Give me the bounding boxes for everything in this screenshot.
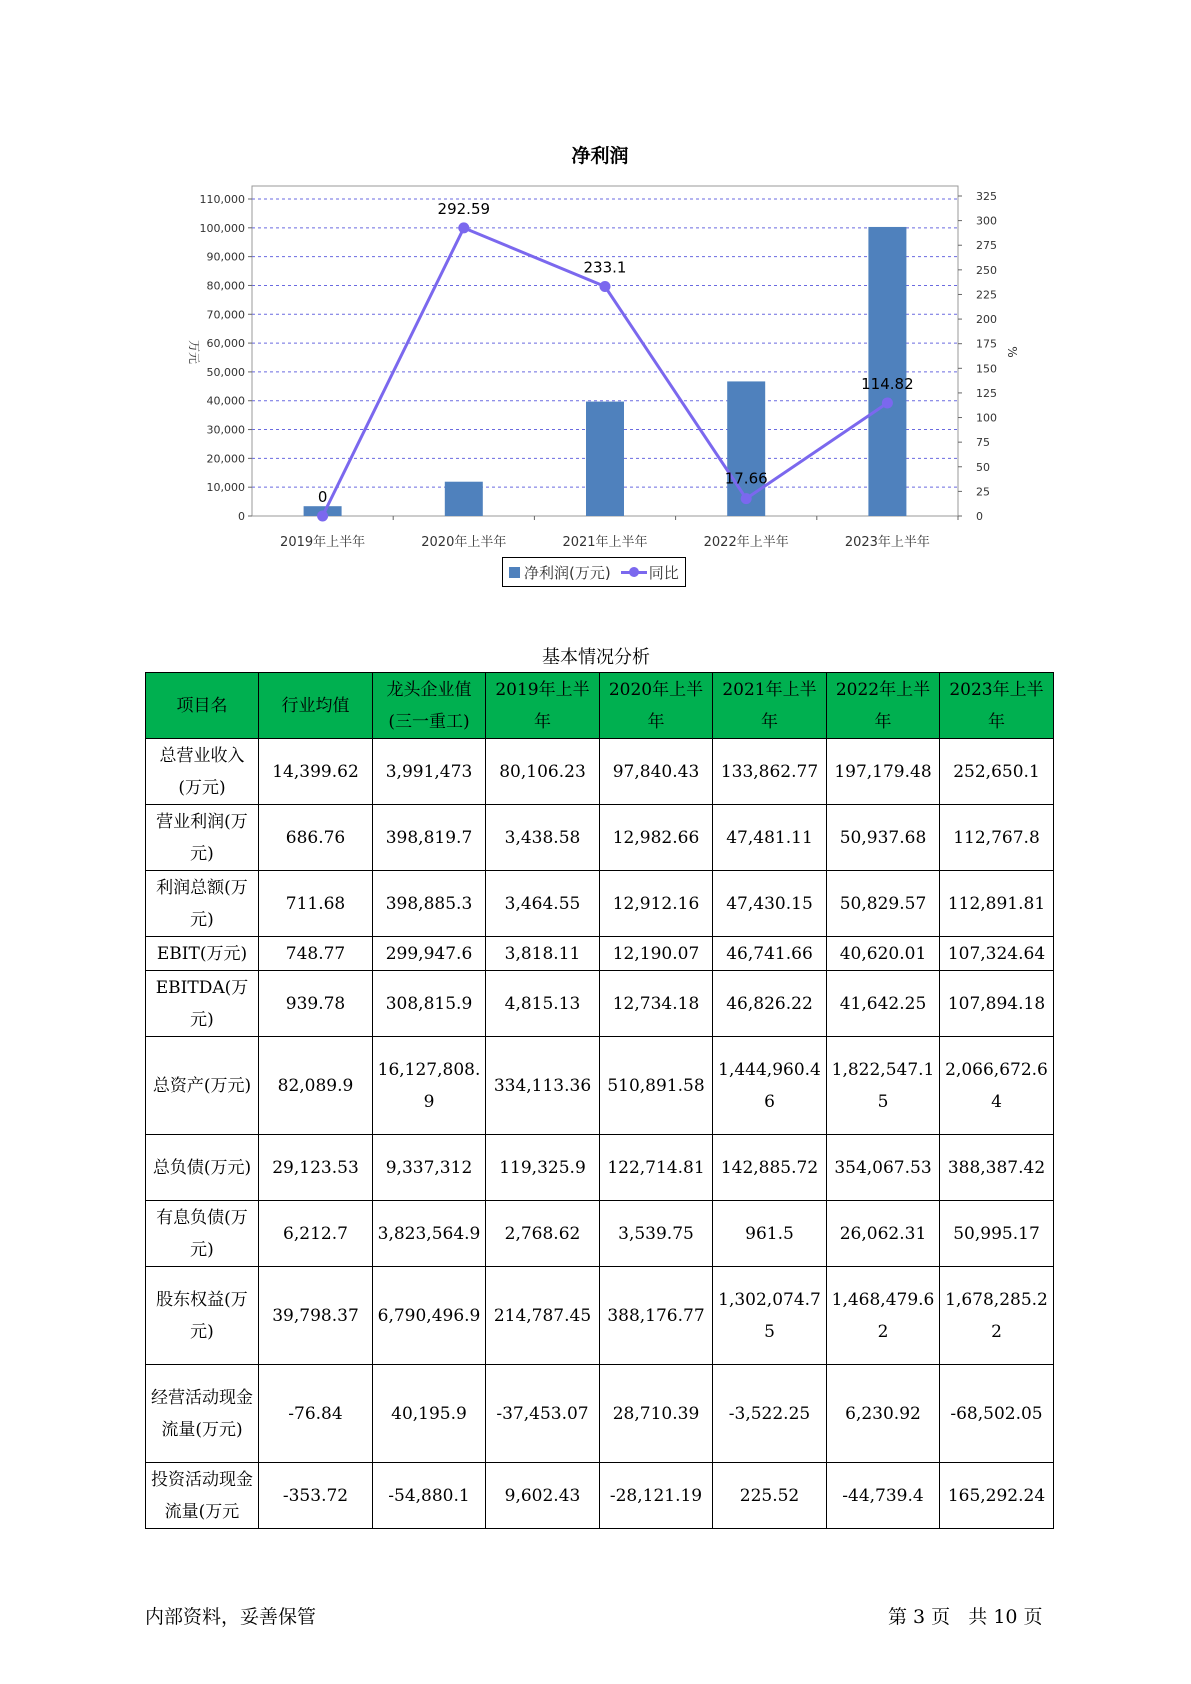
value-cell: 107,324.64 xyxy=(940,937,1054,971)
value-cell: 197,179.48 xyxy=(827,739,940,805)
value-cell: 80,106.23 xyxy=(486,739,600,805)
row-label-cell: 投资活动现金流量(万元 xyxy=(146,1463,259,1529)
table-header-cell: 2020年上半年 xyxy=(600,673,713,739)
y2-tick-label: 225 xyxy=(976,288,997,302)
table-caption: 基本情况分析 xyxy=(542,647,650,668)
value-cell: 26,062.31 xyxy=(827,1201,940,1267)
table-row xyxy=(146,937,1054,971)
value-cell: 1,302,074.75 xyxy=(713,1267,827,1365)
table-header-cell: 龙头企业值(三一重工) xyxy=(373,673,486,739)
value-cell: 6,790,496.9 xyxy=(373,1267,486,1365)
net-profit-bar xyxy=(445,482,483,516)
net-profit-chart xyxy=(0,0,1191,620)
value-cell: 97,840.43 xyxy=(600,739,713,805)
value-cell: 748.77 xyxy=(259,937,373,971)
value-cell: 252,650.1 xyxy=(940,739,1054,805)
row-label-cell: 营业利润(万元) xyxy=(146,805,259,871)
value-cell: 9,602.43 xyxy=(486,1463,600,1529)
table-header-cell: 2022年上半年 xyxy=(827,673,940,739)
table-header-cell: 2019年上半年 xyxy=(486,673,600,739)
value-cell: 12,982.66 xyxy=(600,805,713,871)
x-tick-label: 2021年上半年 xyxy=(562,535,648,550)
y-tick-label: 70,000 xyxy=(206,308,245,322)
yoy-data-label: 292.59 xyxy=(437,199,491,218)
y2-tick-label: 175 xyxy=(976,337,997,351)
table-header-cell: 行业均值 xyxy=(259,673,373,739)
value-cell: 388,176.77 xyxy=(600,1267,713,1365)
value-cell: 16,127,808.9 xyxy=(373,1037,486,1135)
value-cell: 3,991,473 xyxy=(373,739,486,805)
value-cell: 1,468,479.62 xyxy=(827,1267,940,1365)
value-cell: 82,089.9 xyxy=(259,1037,373,1135)
value-cell: 6,230.92 xyxy=(827,1365,940,1463)
y-tick-label: 50,000 xyxy=(206,365,245,379)
row-label-cell: 经营活动现金流量(万元) xyxy=(146,1365,259,1463)
y2-tick-label: 150 xyxy=(976,362,997,376)
yoy-point xyxy=(317,511,328,522)
yoy-point xyxy=(882,397,893,408)
y2-axis-label: % xyxy=(1005,346,1019,358)
y-tick-label: 100,000 xyxy=(199,221,245,235)
table-row xyxy=(146,871,1054,937)
value-cell: 50,829.57 xyxy=(827,871,940,937)
y-tick-label: 40,000 xyxy=(206,394,245,408)
y-tick-label: 0 xyxy=(238,510,245,523)
net-profit-bar xyxy=(586,402,624,516)
value-cell: 142,885.72 xyxy=(713,1135,827,1201)
value-cell: -76.84 xyxy=(259,1365,373,1463)
table-header-cell: 2021年上半年 xyxy=(713,673,827,739)
yoy-data-label: 17.66 xyxy=(724,469,768,488)
chart-title: 净利润 xyxy=(571,145,629,167)
value-cell: 388,387.42 xyxy=(940,1135,1054,1201)
y2-tick-label: 100 xyxy=(976,411,997,425)
value-cell: 165,292.24 xyxy=(940,1463,1054,1529)
value-cell: -68,502.05 xyxy=(940,1365,1054,1463)
value-cell: 2,066,672.64 xyxy=(940,1037,1054,1135)
value-cell: 398,885.3 xyxy=(373,871,486,937)
value-cell: 334,113.36 xyxy=(486,1037,600,1135)
value-cell: 50,995.17 xyxy=(940,1201,1054,1267)
yoy-data-label: 0 xyxy=(317,488,328,506)
value-cell: 28,710.39 xyxy=(600,1365,713,1463)
chart-legend xyxy=(502,557,686,587)
value-cell: -44,739.4 xyxy=(827,1463,940,1529)
row-label-cell: 股东权益(万元) xyxy=(146,1267,259,1365)
value-cell: 354,067.53 xyxy=(827,1135,940,1201)
value-cell: 119,325.9 xyxy=(486,1135,600,1201)
table-row xyxy=(146,805,1054,871)
value-cell: 9,337,312 xyxy=(373,1135,486,1201)
y-tick-label: 110,000 xyxy=(199,193,245,206)
row-label-cell: 总资产(万元) xyxy=(146,1037,259,1135)
value-cell: 961.5 xyxy=(713,1201,827,1267)
y2-tick-label: 200 xyxy=(976,313,997,327)
value-cell: 3,818.11 xyxy=(486,937,600,971)
value-cell: -353.72 xyxy=(259,1463,373,1529)
x-tick-label: 2020年上半年 xyxy=(421,535,507,550)
value-cell: -37,453.07 xyxy=(486,1365,600,1463)
y2-tick-label: 250 xyxy=(976,263,997,277)
y2-tick-label: 25 xyxy=(976,485,990,499)
table-row xyxy=(146,971,1054,1037)
y2-tick-label: 75 xyxy=(976,436,990,450)
value-cell: 41,642.25 xyxy=(827,971,940,1037)
value-cell: 47,430.15 xyxy=(713,871,827,937)
net-profit-bar xyxy=(868,227,906,516)
value-cell: 3,823,564.9 xyxy=(373,1201,486,1267)
value-cell: 3,438.58 xyxy=(486,805,600,871)
value-cell: 12,734.18 xyxy=(600,971,713,1037)
legend-bar-swatch xyxy=(509,567,520,578)
y2-tick-label: 0 xyxy=(976,510,983,523)
row-label-cell: 总负债(万元) xyxy=(146,1135,259,1201)
value-cell: -3,522.25 xyxy=(713,1365,827,1463)
y-tick-label: 80,000 xyxy=(206,279,245,293)
value-cell: 14,399.62 xyxy=(259,739,373,805)
y2-tick-label: 275 xyxy=(976,239,997,253)
value-cell: -54,880.1 xyxy=(373,1463,486,1529)
table-header-cell: 2023年上半年 xyxy=(940,673,1054,739)
legend-line-swatch xyxy=(621,566,647,578)
value-cell: 1,822,547.15 xyxy=(827,1037,940,1135)
y-tick-label: 60,000 xyxy=(206,337,245,351)
value-cell: 214,787.45 xyxy=(486,1267,600,1365)
value-cell: 3,464.55 xyxy=(486,871,600,937)
value-cell: 1,678,285.22 xyxy=(940,1267,1054,1365)
row-label-cell: 总营业收入(万元) xyxy=(146,739,259,805)
value-cell: 686.76 xyxy=(259,805,373,871)
value-cell: 12,190.07 xyxy=(600,937,713,971)
yoy-data-label: 114.82 xyxy=(861,374,914,393)
table-header-cell: 项目名 xyxy=(146,673,259,739)
row-label-cell: 有息负债(万元) xyxy=(146,1201,259,1267)
table-row xyxy=(146,1201,1054,1267)
yoy-point xyxy=(458,222,469,233)
footer-confidential: 内部资料，妥善保管 xyxy=(145,1606,317,1628)
row-label-cell: EBIT(万元) xyxy=(146,937,259,971)
value-cell: 299,947.6 xyxy=(373,937,486,971)
value-cell: 133,862.77 xyxy=(713,739,827,805)
yoy-point xyxy=(600,281,611,292)
table-row xyxy=(146,1365,1054,1463)
basic-analysis-table xyxy=(145,672,1054,1529)
yoy-point xyxy=(741,493,752,504)
yoy-data-label: 233.1 xyxy=(583,258,627,277)
value-cell: 308,815.9 xyxy=(373,971,486,1037)
row-label-cell: EBITDA(万元) xyxy=(146,971,259,1037)
y2-tick-label: 50 xyxy=(976,460,990,474)
value-cell: 1,444,960.46 xyxy=(713,1037,827,1135)
footer-page-number: 第 3 页 共 10 页 xyxy=(888,1606,1043,1628)
value-cell: 107,894.18 xyxy=(940,971,1054,1037)
value-cell: 939.78 xyxy=(259,971,373,1037)
value-cell: 47,481.11 xyxy=(713,805,827,871)
y-tick-label: 10,000 xyxy=(206,481,245,495)
legend-bar-label: 净利润(万元) xyxy=(524,563,611,582)
value-cell: 398,819.7 xyxy=(373,805,486,871)
y-tick-label: 30,000 xyxy=(206,423,245,437)
value-cell: 3,539.75 xyxy=(600,1201,713,1267)
value-cell: 4,815.13 xyxy=(486,971,600,1037)
y-tick-label: 90,000 xyxy=(206,250,245,264)
y2-tick-label: 325 xyxy=(976,190,997,203)
value-cell: 12,912.16 xyxy=(600,871,713,937)
table-header-row xyxy=(146,673,1054,739)
y-axis-label: 万元 xyxy=(187,339,201,365)
value-cell: 50,937.68 xyxy=(827,805,940,871)
x-tick-label: 2019年上半年 xyxy=(280,535,366,550)
table-row xyxy=(146,1463,1054,1529)
table-row xyxy=(146,1135,1054,1201)
value-cell: 6,212.7 xyxy=(259,1201,373,1267)
x-tick-label: 2023年上半年 xyxy=(844,535,930,550)
y2-tick-label: 300 xyxy=(976,214,997,228)
row-label-cell: 利润总额(万元) xyxy=(146,871,259,937)
value-cell: 40,195.9 xyxy=(373,1365,486,1463)
value-cell: 46,826.22 xyxy=(713,971,827,1037)
value-cell: 122,714.81 xyxy=(600,1135,713,1201)
table-row xyxy=(146,739,1054,805)
table-row xyxy=(146,1267,1054,1365)
legend-line-label: 同比 xyxy=(648,563,679,582)
table-row xyxy=(146,1037,1054,1135)
value-cell: 711.68 xyxy=(259,871,373,937)
value-cell: 225.52 xyxy=(713,1463,827,1529)
x-tick-label: 2022年上半年 xyxy=(703,535,789,550)
value-cell: 510,891.58 xyxy=(600,1037,713,1135)
value-cell: 112,767.8 xyxy=(940,805,1054,871)
y-tick-label: 20,000 xyxy=(206,452,245,466)
value-cell: 29,123.53 xyxy=(259,1135,373,1201)
value-cell: 46,741.66 xyxy=(713,937,827,971)
y2-tick-label: 125 xyxy=(976,386,997,400)
value-cell: 39,798.37 xyxy=(259,1267,373,1365)
value-cell: -28,121.19 xyxy=(600,1463,713,1529)
value-cell: 40,620.01 xyxy=(827,937,940,971)
value-cell: 2,768.62 xyxy=(486,1201,600,1267)
value-cell: 112,891.81 xyxy=(940,871,1054,937)
